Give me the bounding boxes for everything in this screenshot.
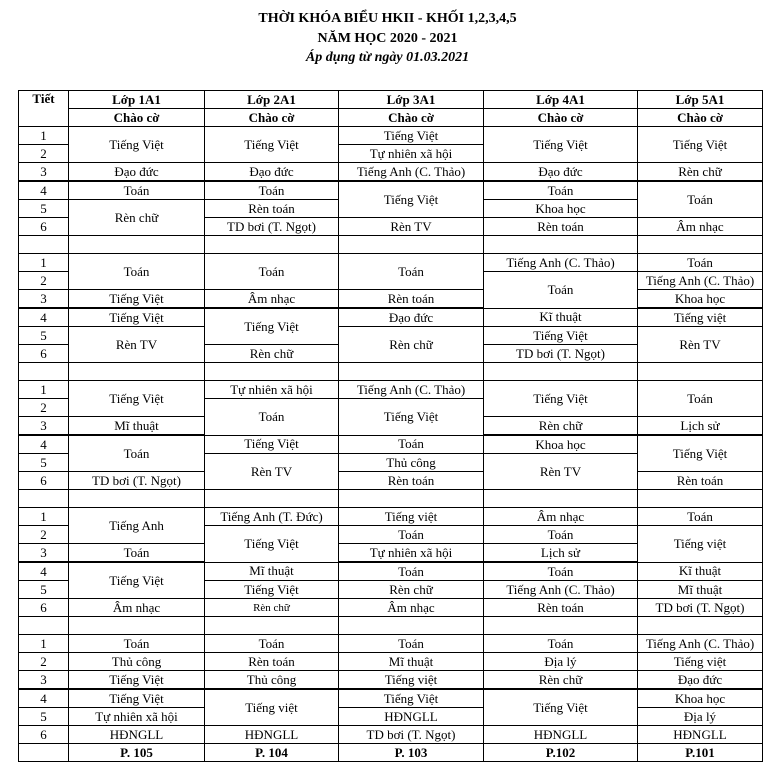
lesson-cell: Tiếng Anh (C. Thảo) [484, 254, 638, 272]
lesson-cell: Toán [69, 435, 205, 472]
lesson-cell: Đạo đức [205, 163, 339, 182]
day-separator [19, 363, 763, 381]
period-number: 5 [19, 200, 69, 218]
table-row [19, 599, 763, 617]
lesson-cell: Tiếng Việt [638, 435, 763, 472]
lesson-cell: Tiếng Anh (C. Thảo) [339, 381, 484, 399]
chao-co-4a1: Chào cờ [484, 109, 638, 127]
chao-co-5a1: Chào cờ [638, 109, 763, 127]
table-row [19, 671, 763, 690]
lesson-cell: HĐNGLL [339, 708, 484, 726]
room-3a1: P. 103 [339, 744, 484, 762]
lesson-cell: Rèn chữ [205, 599, 339, 617]
lesson-cell: Địa lý [484, 653, 638, 671]
lesson-cell: Toán [484, 635, 638, 653]
lesson-cell: Toán [205, 181, 339, 200]
class-header-4a1: Lớp 4A1 [484, 91, 638, 109]
lesson-cell: Tiếng Việt [205, 581, 339, 599]
title-line-3: Áp dụng từ ngày 01.03.2021 [305, 50, 470, 65]
period-number: 2 [19, 272, 69, 290]
lesson-cell: Tiếng Việt [484, 327, 638, 345]
lesson-cell: Toán [484, 562, 638, 581]
period-number: 3 [19, 163, 69, 182]
lesson-cell: Khoa học [638, 689, 763, 708]
period-number: 3 [19, 290, 69, 309]
lesson-cell: Tiếng Việt [484, 127, 638, 163]
lesson-cell: Rèn toán [205, 653, 339, 671]
room-5a1: P.101 [638, 744, 763, 762]
lesson-cell: Tiếng việt [339, 671, 484, 690]
table-row [19, 290, 763, 309]
period-number: 1 [19, 508, 69, 526]
lesson-cell: Tiếng việt [205, 689, 339, 726]
table-row [19, 163, 763, 182]
period-number: 2 [19, 399, 69, 417]
lesson-cell: TD bơi (T. Ngọt) [638, 599, 763, 617]
lesson-cell: Đạo đức [339, 308, 484, 327]
period-number: 2 [19, 526, 69, 544]
lesson-cell: Tự nhiên xã hội [69, 708, 205, 726]
lesson-cell: Toán [638, 254, 763, 272]
table-row [19, 308, 763, 327]
period-number: 3 [19, 544, 69, 563]
lesson-cell: Rèn chữ [638, 163, 763, 182]
lesson-cell: Rèn TV [339, 218, 484, 236]
lesson-cell: Đạo đức [484, 163, 638, 182]
lesson-cell: Toán [205, 254, 339, 290]
lesson-cell: Rèn TV [205, 454, 339, 490]
lesson-cell: Tiếng việt [339, 508, 484, 526]
lesson-cell: Kĩ thuật [638, 562, 763, 581]
lesson-cell: Toán [69, 181, 205, 200]
day-separator [19, 236, 763, 254]
chao-co-3a1: Chào cờ [339, 109, 484, 127]
room-row [19, 744, 763, 762]
class-header-5a1: Lớp 5A1 [638, 91, 763, 109]
period-number: 2 [19, 653, 69, 671]
class-header-3a1: Lớp 3A1 [339, 91, 484, 109]
title-line-1: THỜI KHÓA BIỂU HKII - KHỐI 1,2,3,4,5 [258, 11, 517, 26]
period-number: 3 [19, 417, 69, 436]
lesson-cell: Toán [69, 635, 205, 653]
lesson-cell: Rèn chữ [69, 200, 205, 236]
lesson-cell: Thủ công [339, 454, 484, 472]
lesson-cell: Tự nhiên xã hội [205, 381, 339, 399]
lesson-cell: Tiếng Việt [339, 689, 484, 708]
lesson-cell: Khoa học [484, 200, 638, 218]
lesson-cell: Thủ công [205, 671, 339, 690]
lesson-cell: Âm nhạc [484, 508, 638, 526]
period-number: 6 [19, 726, 69, 744]
lesson-cell: Rèn chữ [339, 327, 484, 363]
lesson-cell: Tiếng Việt [339, 181, 484, 218]
lesson-cell: Tiếng Việt [339, 399, 484, 436]
table-row [19, 435, 763, 454]
table-row [19, 653, 763, 671]
lesson-cell: Khoa học [484, 435, 638, 454]
period-number: 4 [19, 181, 69, 200]
lesson-cell: Toán [484, 181, 638, 200]
lesson-cell: Toán [638, 381, 763, 417]
period-number: 6 [19, 599, 69, 617]
lesson-cell: Rèn TV [484, 454, 638, 490]
lesson-cell: Âm nhạc [339, 599, 484, 617]
lesson-cell: Âm nhạc [205, 290, 339, 309]
period-number: 2 [19, 145, 69, 163]
period-number: 3 [19, 671, 69, 690]
lesson-cell: Tiếng Việt [205, 435, 339, 454]
class-header-1a1: Lớp 1A1 [69, 91, 205, 109]
lesson-cell: Âm nhạc [69, 599, 205, 617]
lesson-cell: Khoa học [638, 290, 763, 309]
period-number: 1 [19, 254, 69, 272]
lesson-cell: Tiếng việt [638, 653, 763, 671]
lesson-cell: Tiếng Anh (T. Đức) [205, 508, 339, 526]
lesson-cell: Rèn chữ [484, 671, 638, 690]
table-row [19, 381, 763, 399]
lesson-cell: Tiếng Việt [484, 689, 638, 726]
table-row [19, 508, 763, 526]
lesson-cell: Tiếng Việt [69, 290, 205, 309]
lesson-cell: Rèn toán [339, 290, 484, 309]
lesson-cell: Lịch sử [638, 417, 763, 436]
header-row [19, 91, 763, 109]
day-separator [19, 490, 763, 508]
lesson-cell: Tiếng Việt [205, 127, 339, 163]
lesson-cell: Tự nhiên xã hội [339, 544, 484, 563]
lesson-cell: HĐNGLL [205, 726, 339, 744]
lesson-cell: Tiếng Việt [484, 381, 638, 417]
room-1a1: P. 105 [69, 744, 205, 762]
period-number: 6 [19, 472, 69, 490]
lesson-cell: Rèn TV [638, 327, 763, 363]
table-row [19, 472, 763, 490]
lesson-cell: Tiếng Việt [205, 526, 339, 563]
lesson-cell: Toán [205, 635, 339, 653]
day-separator [19, 617, 763, 635]
lesson-cell: Rèn toán [339, 472, 484, 490]
lesson-cell: Toán [339, 635, 484, 653]
lesson-cell: Toán [69, 544, 205, 563]
lesson-cell: TD bơi (T. Ngọt) [205, 218, 339, 236]
period-number: 4 [19, 562, 69, 581]
lesson-cell: TD bơi (T. Ngọt) [339, 726, 484, 744]
lesson-cell: Âm nhạc [638, 218, 763, 236]
lesson-cell: Tiếng Anh (C. Thảo) [638, 272, 763, 290]
period-number: 4 [19, 308, 69, 327]
tiet-header: Tiết [19, 91, 69, 127]
lesson-cell: HĐNGLL [638, 726, 763, 744]
chao-co-row [19, 109, 763, 127]
period-number: 1 [19, 127, 69, 145]
table-row [19, 689, 763, 708]
lesson-cell: Toán [484, 526, 638, 544]
lesson-cell: Đạo đức [638, 671, 763, 690]
period-number: 5 [19, 327, 69, 345]
lesson-cell: Toán [638, 181, 763, 218]
lesson-cell: Mĩ thuật [69, 417, 205, 436]
lesson-cell: Rèn toán [484, 599, 638, 617]
lesson-cell: Tiếng Việt [69, 381, 205, 417]
lesson-cell: Địa lý [638, 708, 763, 726]
lesson-cell: Rèn toán [205, 200, 339, 218]
room-blank [19, 744, 69, 762]
lesson-cell: Rèn chữ [205, 345, 339, 363]
lesson-cell: Rèn toán [484, 218, 638, 236]
lesson-cell: Tiếng Việt [69, 308, 205, 327]
lesson-cell: Lịch sử [484, 544, 638, 563]
lesson-cell: Toán [484, 272, 638, 309]
lesson-cell: Tiếng Anh (C. Thảo) [484, 581, 638, 599]
lesson-cell: Toán [339, 435, 484, 454]
period-number: 1 [19, 381, 69, 399]
lesson-cell: HĐNGLL [484, 726, 638, 744]
table-row [19, 635, 763, 653]
lesson-cell: Tiếng Việt [69, 689, 205, 708]
table-row [19, 726, 763, 744]
period-number: 5 [19, 708, 69, 726]
period-number: 4 [19, 689, 69, 708]
lesson-cell: Tiếng Việt [69, 562, 205, 599]
period-number: 6 [19, 218, 69, 236]
table-row [19, 327, 763, 345]
class-header-2a1: Lớp 2A1 [205, 91, 339, 109]
table-row [19, 708, 763, 726]
lesson-cell: Tiếng Việt [69, 671, 205, 690]
lesson-cell: Tiếng Việt [69, 127, 205, 163]
lesson-cell: HĐNGLL [69, 726, 205, 744]
lesson-cell: Toán [205, 399, 339, 436]
lesson-cell: Toán [339, 526, 484, 544]
lesson-cell: TD bơi (T. Ngọt) [484, 345, 638, 363]
period-number: 6 [19, 345, 69, 363]
lesson-cell: Đạo đức [69, 163, 205, 182]
lesson-cell: Tiếng việt [638, 308, 763, 327]
lesson-cell: Mĩ thuật [205, 562, 339, 581]
chao-co-2a1: Chào cờ [205, 109, 339, 127]
lesson-cell: Toán [69, 254, 205, 290]
title-line-2: NĂM HỌC 2020 - 2021 [317, 31, 458, 46]
lesson-cell: Tiếng Việt [205, 308, 339, 345]
lesson-cell: Mĩ thuật [638, 581, 763, 599]
lesson-cell: Rèn TV [69, 327, 205, 363]
chao-co-1a1: Chào cờ [69, 109, 205, 127]
table-row [19, 562, 763, 581]
lesson-cell: Tiếng Anh (C. Thảo) [339, 163, 484, 182]
timetable [18, 90, 763, 762]
table-row [19, 127, 763, 145]
period-number: 4 [19, 435, 69, 454]
lesson-cell: Rèn chữ [339, 581, 484, 599]
lesson-cell: Tiếng việt [638, 526, 763, 563]
lesson-cell: Mĩ thuật [339, 653, 484, 671]
lesson-cell: Tiếng Việt [339, 127, 484, 145]
period-number: 1 [19, 635, 69, 653]
lesson-cell: Tiếng Việt [638, 127, 763, 163]
lesson-cell: Rèn chữ [484, 417, 638, 436]
lesson-cell: Kĩ thuật [484, 308, 638, 327]
lesson-cell: Rèn toán [638, 472, 763, 490]
lesson-cell: Tiếng Anh [69, 508, 205, 544]
table-row [19, 254, 763, 272]
period-number: 5 [19, 581, 69, 599]
lesson-cell: Toán [339, 254, 484, 290]
lesson-cell: TD bơi (T. Ngọt) [69, 472, 205, 490]
lesson-cell: Tiếng Anh (C. Thảo) [638, 635, 763, 653]
lesson-cell: Thủ công [69, 653, 205, 671]
room-4a1: P.102 [484, 744, 638, 762]
table-row [19, 181, 763, 200]
lesson-cell: Toán [339, 562, 484, 581]
room-2a1: P. 104 [205, 744, 339, 762]
lesson-cell: Toán [638, 508, 763, 526]
lesson-cell: Tự nhiên xã hội [339, 145, 484, 163]
period-number: 5 [19, 454, 69, 472]
